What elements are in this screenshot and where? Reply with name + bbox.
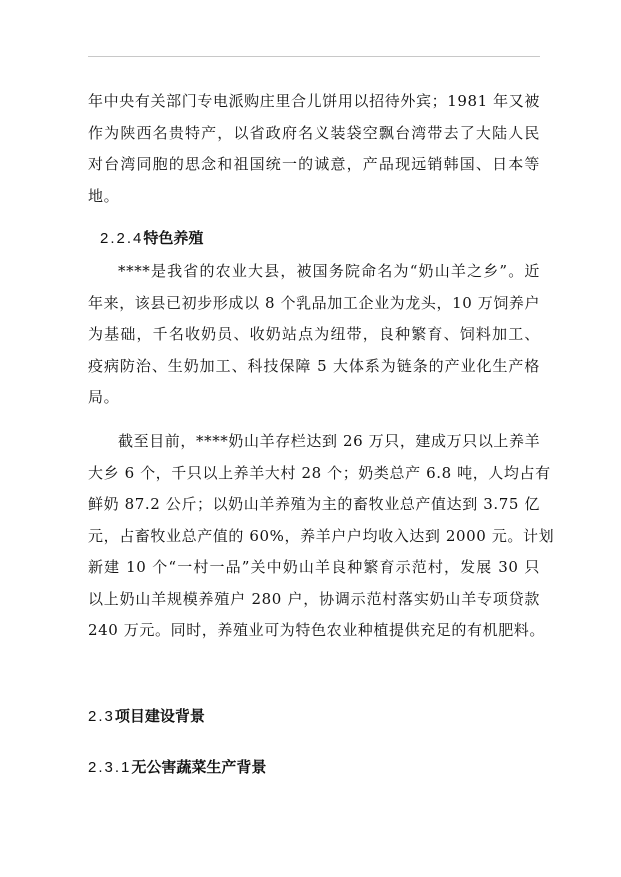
text-line: 以上奶山羊规模养殖户 280 户，协调示范村落实奶山羊专项贷款	[88, 589, 540, 608]
heading-number: 2.3.1	[88, 759, 132, 776]
section-heading-2-3	[88, 706, 205, 727]
heading-title: 无公害蔬菜生产背景	[131, 758, 267, 776]
text-line: ****是我省的农业大县，被国务院命名为“奶山羊之乡”。近	[118, 262, 540, 280]
text-line: 新建 10 个“一村一品”关中奶山羊良种繁育示范村，发展 30 只	[88, 558, 540, 576]
header-rule	[88, 56, 540, 57]
text-line: 截至目前，****奶山羊存栏达到 26 万只，建成万只以上养羊	[118, 432, 541, 450]
text-line: 元，占畜牧业总产值的 60%，养羊户户均收入达到 2000 元。计划	[88, 526, 555, 545]
heading-title: 项目建设背景	[114, 707, 205, 725]
paragraph-goat-statistics	[88, 426, 555, 647]
text-line: 鲜奶 87.2 公斤；以奶山羊养殖为主的畜牧业总产值达到 3.75 亿	[88, 495, 540, 513]
text-line: 年中央有关部门专电派购庄里合儿饼用以招待外宾；1981 年又被	[88, 92, 540, 110]
text-line: 大乡 6 个，千只以上养羊大村 28 个；奶类总产 6.8 吨，人均占有	[88, 463, 551, 482]
heading-title: 特色养殖	[143, 229, 204, 247]
text-line: 对台湾同胞的思念和祖国统一的诚意，产品现远销韩国、日本等	[88, 155, 540, 173]
text-line: 疫病防治、生奶加工、科技保障 5 大体系为链条的产业化生产格	[88, 356, 540, 375]
text-line: 240 万元。同时，养殖业可为特色农业种植提供充足的有机肥料。	[88, 621, 546, 639]
text-line: 年来，该县已初步形成以 8 个乳品加工企业为龙头，10 万饲养户	[88, 293, 541, 312]
paragraph-dairy-county	[88, 256, 540, 414]
section-heading-2-2-4	[100, 228, 203, 249]
text-line: 地。	[88, 186, 120, 205]
paragraph-continuation	[88, 86, 540, 212]
heading-number: 2.2.4	[100, 230, 144, 247]
text-line: 为基础，千名收奶员、收奶站点为纽带，良种繁育、饲料加工、	[88, 325, 540, 343]
section-heading-2-3-1	[88, 757, 266, 778]
heading-number: 2.3	[88, 708, 115, 725]
text-line: 作为陕西名贵特产，以省政府名义装袋空飘台湾带去了大陆人民	[88, 123, 540, 142]
text-line: 局。	[88, 388, 120, 406]
